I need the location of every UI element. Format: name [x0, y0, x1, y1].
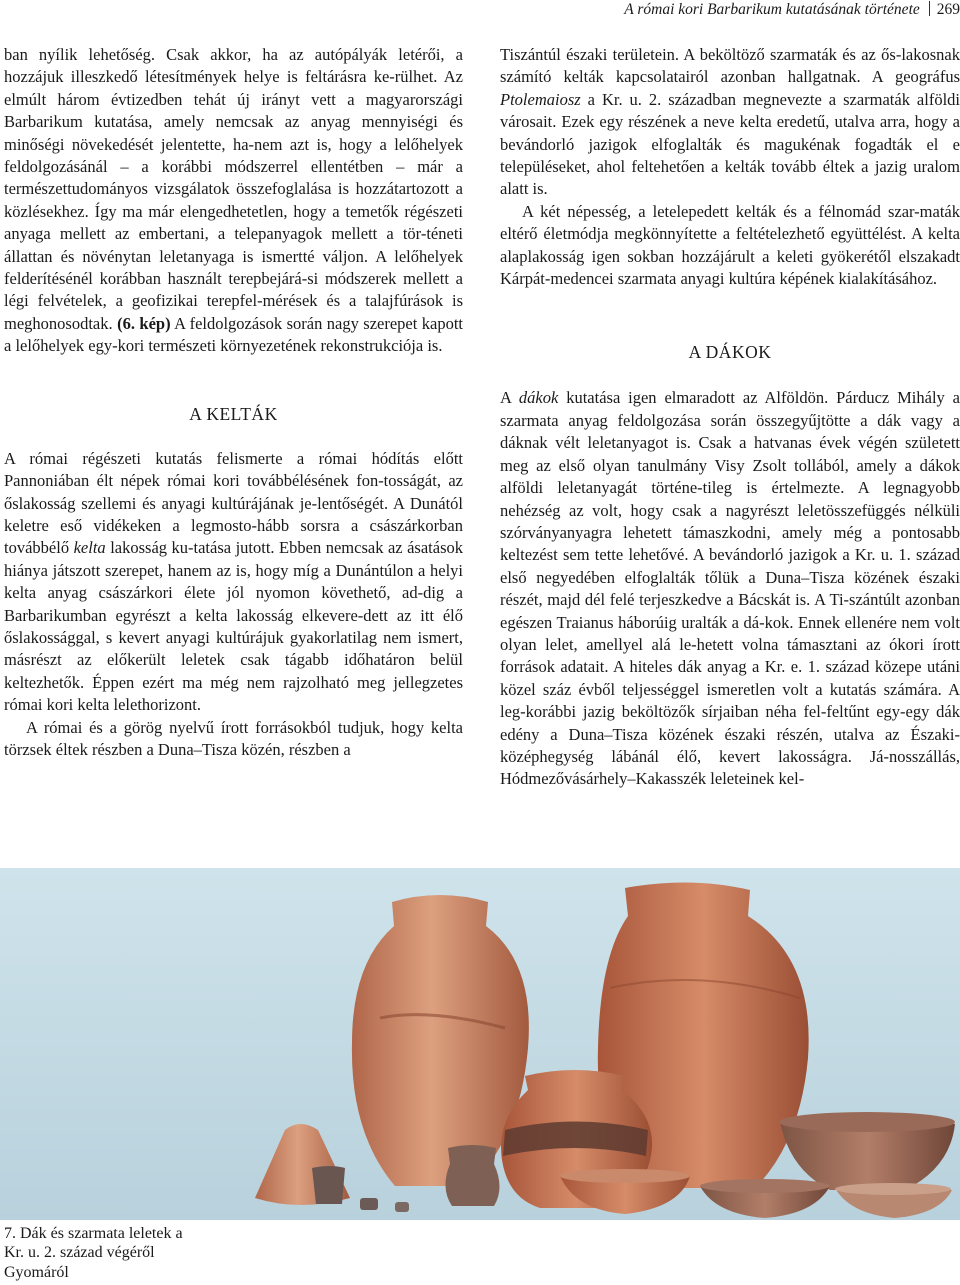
right-column — [500, 44, 960, 791]
caption-line-3: Gyomáról — [4, 1263, 69, 1281]
caption-line-2: Kr. u. 2. század végéről — [4, 1244, 155, 1262]
intro-paragraph — [4, 44, 463, 358]
figure-caption — [4, 1224, 234, 1282]
dacians-paragraph-text: kutatása igen elmaradott az Alföldön. Párducz Mihály a szarmata anyag feldolgozása során összegyűjtötte a dák vagy a dáknak vélt leletanyagot is. Csak a hatvanas évek végén született meg az első olyan tanulmány Visy Zsolt tollából, amely a dákok alföldi leletanyagát történe-​tileg is értelmezte. A legnagyobb nehézség az volt, hogy csak a nagyrészt leletösszefüggés nélküli szórványanyagra lehetett támaszkodni, amely még a pontosabb keltezést sem tette lehetővé. A bevándorló jazigok a Kr. u. 1. század első negyedében elfoglalták tőlük a Duna–Tisza közének északi részét, majd dél felé terjeszkedve a Bácskát is. A Ti-​szántúlt azonban egészen Traianus háborúig uralták a dá-​kok. Ennek ellenére nem volt olyan lelet, amellyel alá le-​hetett volna támasztani az ókori írott források adatait. A hiteles dák anyag a Kr. e. 1. század közepe utáni közel száz évből teljességgel ismeretlen volt a kutatás számára. A leg-​korábbi jazig beköltözők sírjaiban néha fel-feltűnt egy-egy dák edény a Duna–Tisza közének északi részén, utalva az Északi-középhegység lábánál élő, kevert lakosságra. Já-​nosszállás, Hódmezővásárhely–Kakasszék leleteinek kel- — [500, 388, 960, 789]
dacians-lead: A — [500, 388, 512, 408]
celts-paragraph-1 — [4, 448, 463, 717]
celts-paragraph-2-continued — [500, 44, 960, 201]
heading-celts: A KELTÁK — [189, 403, 278, 424]
celts-italic-word: kelta — [73, 538, 106, 558]
spindle-whorl-1 — [360, 1198, 378, 1210]
caption-line-1: 7. Dák és szarmata leletek a — [4, 1225, 183, 1242]
running-head-title: A római kori Barbarikum kutatásának története — [624, 1, 920, 18]
small-beaker — [445, 1145, 499, 1206]
left-column — [4, 44, 463, 761]
large-bowl-rim — [779, 1112, 955, 1132]
running-head-divider — [929, 1, 930, 16]
pottery-photograph — [0, 868, 960, 1220]
dacians-italic-word: dákok — [518, 388, 559, 408]
celts-paragraph-1-text-a: A római régészeti kutatás felismerte a római hódítás előtt Pannoniában élt népek római kori továbbélésének fon-​tosságát, az őslakosság szellemi és anyagi kultúrájának je-​lentőségét. A Dunától keletre eső vidékeken a legmosto-​hább sorsra a császárkorban továbbélő — [4, 448, 463, 558]
heading-dacians: A DÁKOK — [688, 342, 772, 363]
celts-paragraph-1-text-b: lakosság ku-​tatása jutott. Ebben nemcsak az ásatások hiánya játszott szerepet, hanem az is, hogy míg a Dunántúlon a helyi kelta anyag császárkori élete jól nyomon követhető, ad-​dig a Barbarikumban egyrészt a kelta lakosság elkevere-​dett az itt élő őslakossággal, s kevert anyagi kultúrájuk gyakorlatilag nem ismert, másrészt az előkerült leletek csak tágabb időhatáron belül keltezhetők. Éppen ezért ma még nem rajzolható meg jellegzetes római kori kelta lelethorizont. — [4, 538, 464, 715]
page-number: 269 — [936, 1, 960, 18]
celts-paragraph-3: A két népesség, a letelepedett kelták és a félnomád szar-​maták eltérő életmódja megkönnyítette a feltételezhető együttélést. A kelta alaplakosság igen sokban hozzájárult a keleti gyökerétől elszakadt Kárpát-medencei szarmata anyagi kultúra képének kialakításához. — [500, 201, 960, 289]
dacians-paragraph — [500, 387, 960, 790]
pottery-illustration — [0, 868, 960, 1220]
intro-text: ban nyílik lehetőség. Csak akkor, ha az autópályák letérői, a hozzájuk illeszkedő létesítmények helye is feltárásra ke-​rülhet. Az elmúlt három évtizedben tehát új irányt vett a magyarországi Barbarikum kutatása, amely nemcsak az anyag mennyiségi és minőségi növekedését jelentette, ha-​nem azt is, hogy a lelőhelyek feldolgozásánál – a korábbi módszerrel ellentétben – már a természettudományos vizsgálatok összefoglalása is hozzátartozott a közlésekhez. Így ma már elengedhetetlen, hogy a temetők régészeti anyaga mellett az embertani, a telepanyagok mellett a tör-​téneti állattan és növénytan leletanyaga is ismertté váljon. A lelőhelyek felderítésénél korábban használt terepbejárá-​si módszerek mellett a légi felvételek, a geofizikai terepfel-​mérések és a talajfúrások is meghonosodtak. — [4, 45, 463, 333]
celts-paragraph-2-cont-a: Tiszántúl északi területein. A beköltöző szarmaták és az ős-​lakosnak számító kelták kapcsolatairól azonban hallgatnak. A geográfus — [500, 45, 960, 87]
ptolemaios-name: Ptolemaiosz — [500, 89, 581, 109]
small-cup — [312, 1166, 345, 1204]
running-head — [624, 0, 960, 20]
celts-paragraph-2-cont-b: a Kr. u. 2. században megnevezte a szarmaták alföldi városait. Ezek egy részének a neve kelta eredetű, utalva arra, hogy a bevándorló jazigok elfoglalták és magukénak fogadták el e településeket, ahol feltehetően a kelták tovább éltek a jazig uralom alatt is. — [500, 89, 960, 199]
spindle-whorl-2 — [395, 1202, 409, 1212]
intro-tail: A feldolgozások során nagy szerepet kapott a lelőhelyek egy-​kori természeti környezetének rekonstrukciója is. — [4, 313, 464, 356]
celts-paragraph-2: A római és a görög nyelvű írott forrásokból tudjuk, hogy kelta törzsek éltek részben a Duna–Tisza közén, részben a — [4, 717, 463, 759]
figure-reference: (6. kép) — [117, 313, 171, 333]
